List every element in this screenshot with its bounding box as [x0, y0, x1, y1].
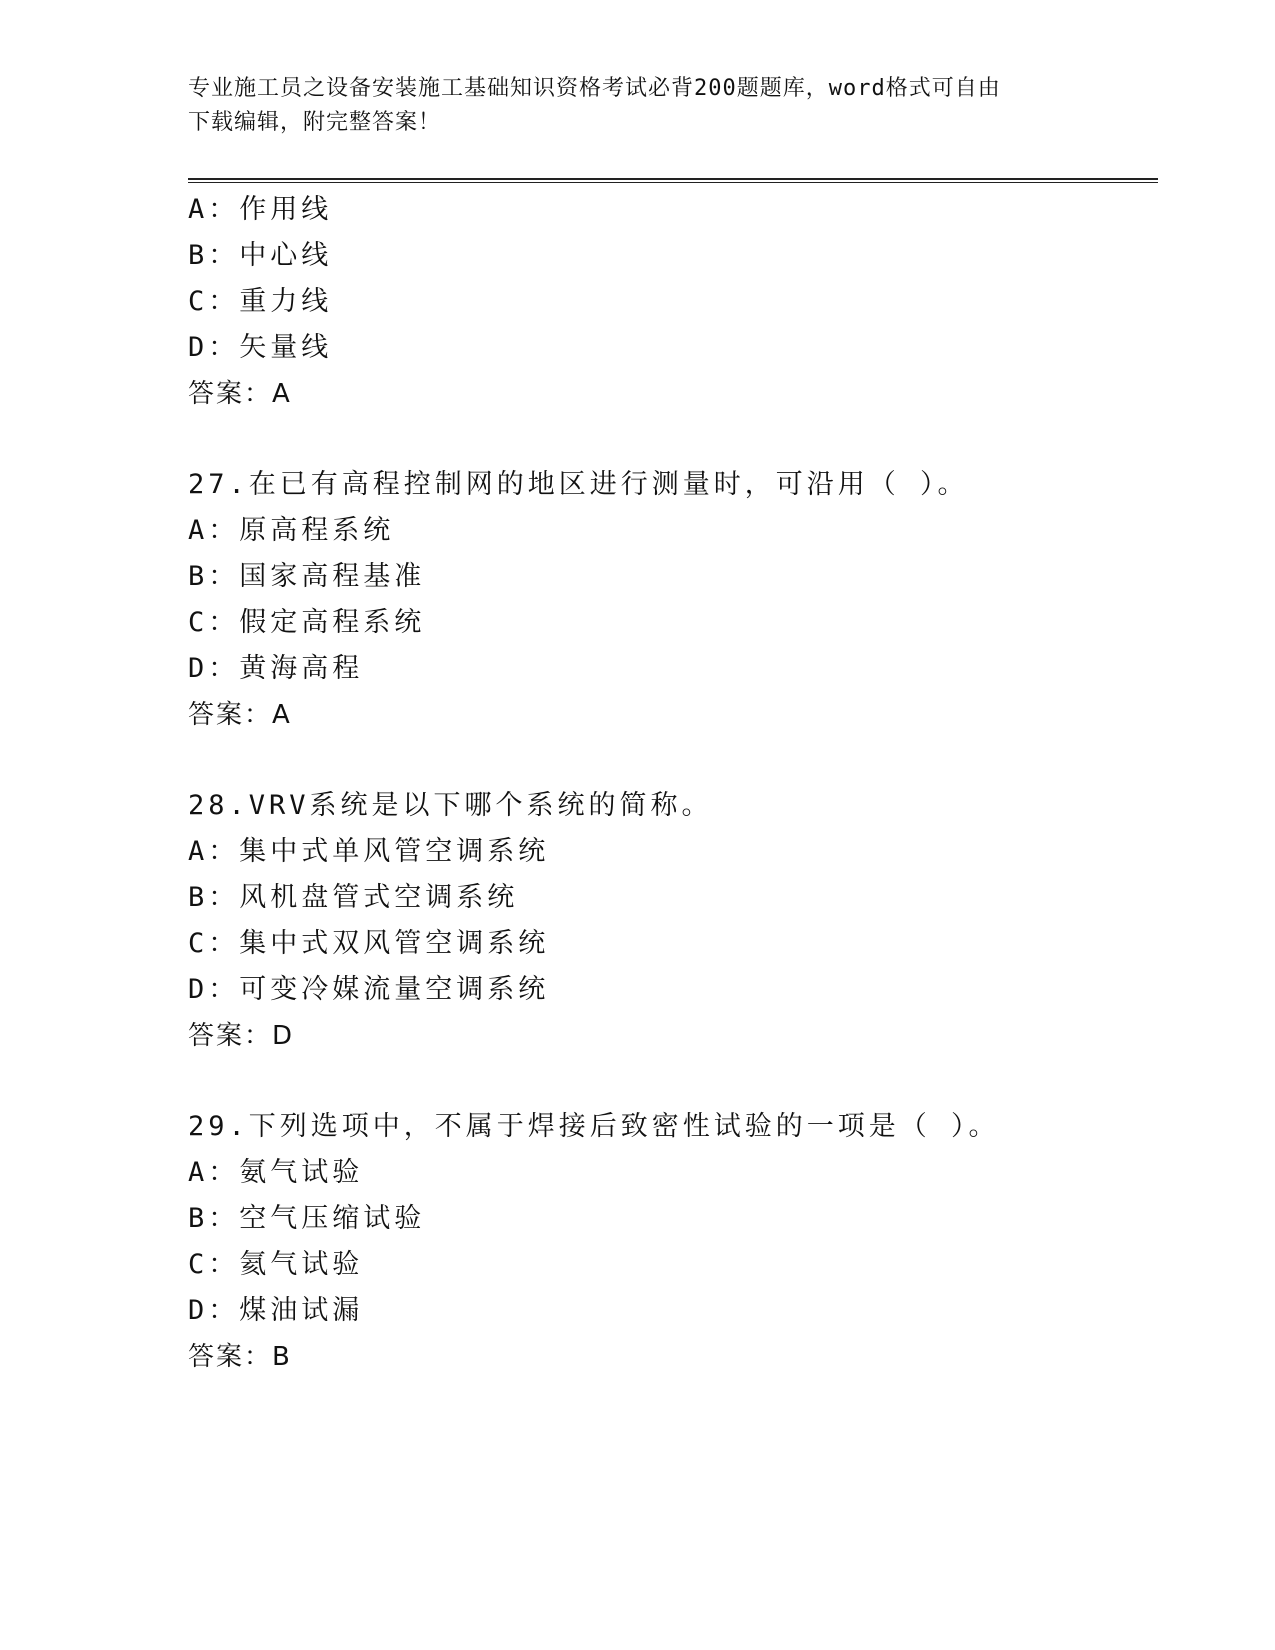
- header-line-2: 下载编辑，附完整答案！: [188, 110, 442, 135]
- option-a: A：氨气试验: [188, 1157, 364, 1188]
- header-divider: [188, 178, 1158, 183]
- question-text: 27.在已有高程控制网的地区进行测量时，可沿用（ ）。: [188, 469, 969, 500]
- question-block-28: [188, 783, 1158, 1059]
- spacer: [188, 1059, 1158, 1104]
- option-d: D：黄海高程: [188, 653, 364, 684]
- option-b: B：国家高程基准: [188, 561, 426, 592]
- option-b: B：空气压缩试验: [188, 1203, 426, 1234]
- option-b: B：中心线: [188, 240, 333, 271]
- spacer: [188, 738, 1158, 783]
- question-block-27: [188, 462, 1158, 738]
- answer: 答案：B: [188, 1342, 292, 1372]
- question-block-26: [188, 187, 1158, 417]
- option-b: B：风机盘管式空调系统: [188, 882, 519, 913]
- option-d: D：可变冷媒流量空调系统: [188, 974, 550, 1005]
- option-c: C：重力线: [188, 286, 333, 317]
- answer: 答案：A: [188, 700, 292, 730]
- answer: 答案：A: [188, 379, 292, 409]
- question-list: [188, 187, 1158, 1380]
- option-a: A：原高程系统: [188, 515, 395, 546]
- question-block-29: [188, 1104, 1158, 1380]
- question-text: 29.下列选项中，不属于焊接后致密性试验的一项是（ ）。: [188, 1111, 1000, 1142]
- spacer: [188, 417, 1158, 462]
- header-line-1: 专业施工员之设备安装施工基础知识资格考试必背200题题库，word格式可自由: [188, 76, 1001, 101]
- option-a: A：集中式单风管空调系统: [188, 836, 550, 867]
- question-text: 28.VRV系统是以下哪个系统的简称。: [188, 790, 713, 821]
- option-c: C：氦气试验: [188, 1249, 364, 1280]
- option-d: D：矢量线: [188, 332, 333, 363]
- document-header: [188, 72, 1068, 140]
- answer: 答案：D: [188, 1021, 295, 1051]
- option-a: A：作用线: [188, 194, 333, 225]
- option-c: C：集中式双风管空调系统: [188, 928, 550, 959]
- option-c: C：假定高程系统: [188, 607, 426, 638]
- option-d: D：煤油试漏: [188, 1295, 364, 1326]
